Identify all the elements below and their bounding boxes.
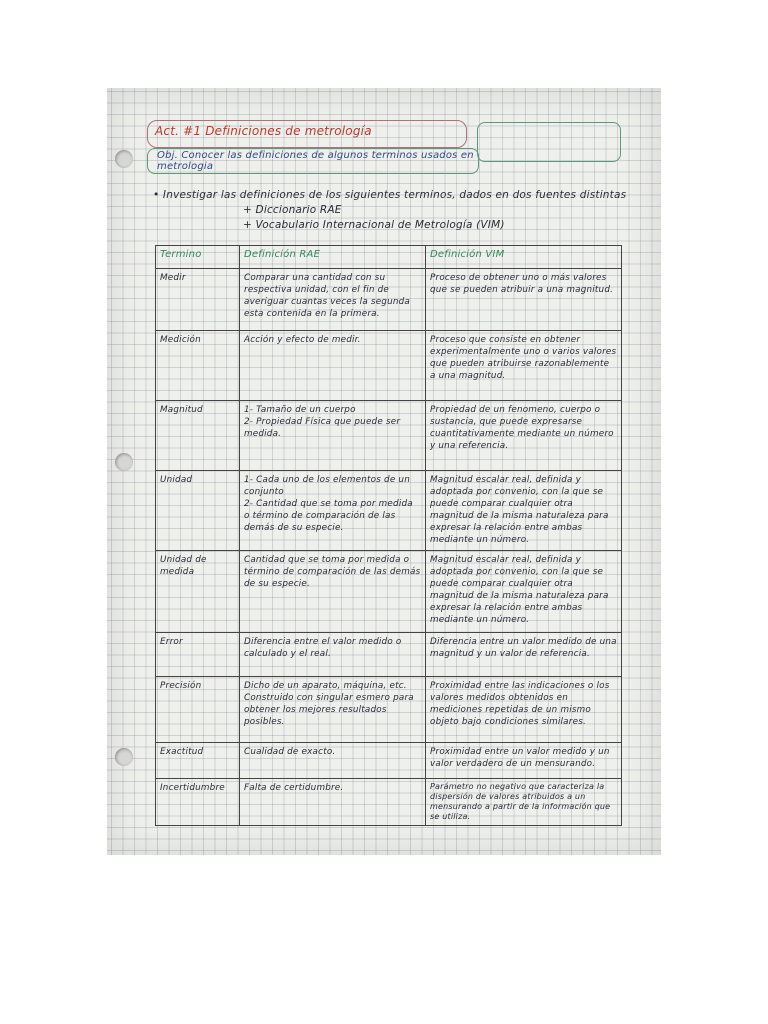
instruction-block — [153, 188, 633, 233]
graph-paper-sheet — [107, 88, 661, 855]
rae-cell: Cualidad de exacto. — [240, 743, 426, 779]
rae-cell: Acción y efecto de medir. — [240, 331, 426, 401]
vim-cell: Magnitud escalar real, definida y adoptada por convenio, con la que se puede comparar cualquier otra magnitud de la misma naturaleza para expresar la relación entre ambas mediante un número. — [426, 551, 622, 633]
objective-text: Obj. Conocer las definiciones de algunos terminos usados en metrologia — [157, 150, 474, 172]
header-term: Termino — [156, 246, 240, 269]
term-cell: Precisión — [156, 677, 240, 743]
table-row — [156, 743, 622, 779]
header-vim: Definición VIM — [426, 246, 622, 269]
rae-cell: Diferencia entre el valor medido o calculado y el real. — [240, 633, 426, 677]
table-row — [156, 401, 622, 471]
table-row — [156, 551, 622, 633]
vim-cell: Parámetro no negativo que caracteriza la dispersión de valores atribuidos a un mensurando a partir de la información que se utiliza. — [426, 779, 622, 826]
definitions-table — [155, 245, 622, 826]
header-rae: Definición RAE — [240, 246, 426, 269]
vim-cell: Proximidad entre las indicaciones o los valores medidos obtenidos en mediciones repetidas de un mismo objeto bajo condiciones similares. — [426, 677, 622, 743]
table-row — [156, 779, 622, 826]
term-cell: Medir — [156, 269, 240, 331]
notebook-photo — [107, 88, 661, 855]
vim-cell: Proceso que consiste en obtener experimentalmente uno o varios valores que pueden atribuirse razonablemente a una magnitud. — [426, 331, 622, 401]
rae-cell: Dicho de un aparato, máquina, etc. Construido con singular esmero para obtener los mejores resultados posibles. — [240, 677, 426, 743]
rae-cell: 1- Tamaño de un cuerpo 2- Propiedad Física que puede ser medida. — [240, 401, 426, 471]
term-cell: Incertidumbre — [156, 779, 240, 826]
term-cell: Magnitud — [156, 401, 240, 471]
table-row — [156, 471, 622, 551]
binder-hole — [115, 453, 133, 471]
term-cell: Unidad de medida — [156, 551, 240, 633]
name-box — [477, 122, 621, 162]
table-row — [156, 633, 622, 677]
activity-title: Act. #1 Definiciones de metrología — [155, 124, 372, 138]
term-cell: Exactitud — [156, 743, 240, 779]
instruction-text: • Investigar las definiciones de los siguientes terminos, dados en dos fuentes distintas — [153, 189, 627, 201]
source-rae: + Diccionario RAE — [243, 204, 342, 216]
rae-cell: Cantidad que se toma por medida o término de comparación de las demás de su especie. — [240, 551, 426, 633]
rae-cell: 1- Cada uno de los elementos de un conjunto 2- Cantidad que se toma por medida o término de comparación de las demás de su especie. — [240, 471, 426, 551]
vim-cell: Magnitud escalar real, definida y adoptada por convenio, con la que se puede comparar cualquier otra magnitud de la misma naturaleza para expresar la relación entre ambas mediante un número. — [426, 471, 622, 551]
table-row — [156, 269, 622, 331]
rae-cell: Comparar una cantidad con su respectiva unidad, con el fin de averiguar cuantas veces la segunda esta contenida en la primera. — [240, 269, 426, 331]
binder-hole — [115, 150, 133, 168]
term-cell: Medición — [156, 331, 240, 401]
rae-cell: Falta de certidumbre. — [240, 779, 426, 826]
term-cell: Error — [156, 633, 240, 677]
vim-cell: Proceso de obtener uno o más valores que se pueden atribuir a una magnitud. — [426, 269, 622, 331]
table-header-row — [156, 246, 622, 269]
vim-cell: Propiedad de un fenomeno, cuerpo o sustancia, que puede expresarse cuantitativamente mediante un número y una referencia. — [426, 401, 622, 471]
source-vim: + Vocabulario Internacional de Metrología (VIM) — [243, 219, 505, 231]
term-cell: Unidad — [156, 471, 240, 551]
vim-cell: Diferencia entre un valor medido de una magnitud y un valor de referencia. — [426, 633, 622, 677]
table-row — [156, 331, 622, 401]
binder-hole — [115, 748, 133, 766]
vim-cell: Proximidad entre un valor medido y un valor verdadero de un mensurando. — [426, 743, 622, 779]
table-row — [156, 677, 622, 743]
